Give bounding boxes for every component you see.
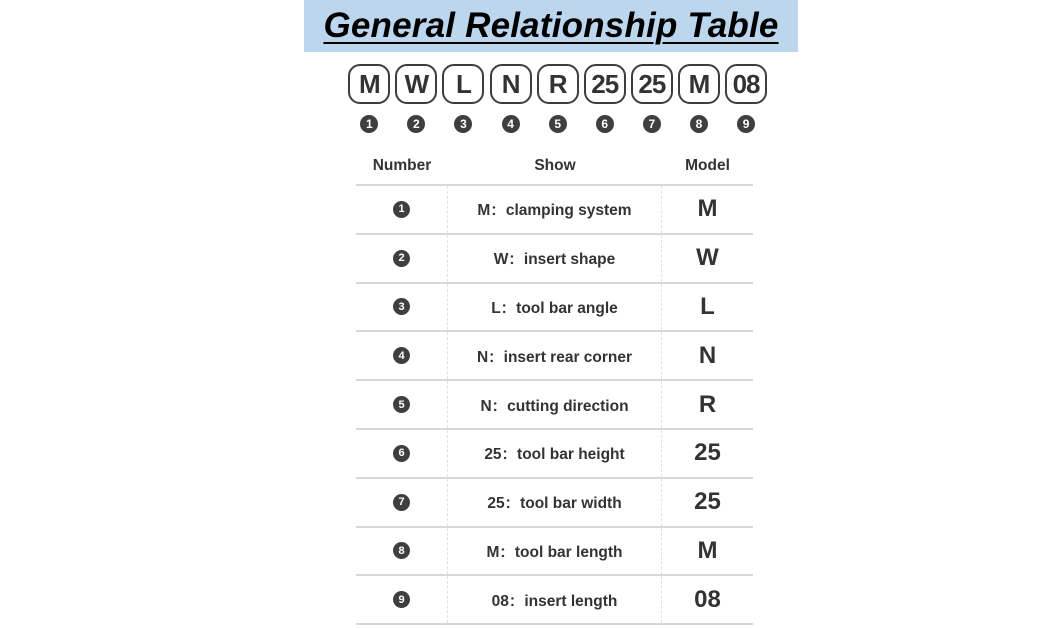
code-letter-box: M [348, 64, 390, 104]
row-show-text: 25：tool bar width [448, 479, 662, 526]
row-model-value: 25 [694, 488, 721, 516]
page-title: General Relationship Table [323, 6, 779, 45]
row-show-text: M：tool bar length [448, 528, 662, 575]
code-letter-box: 25 [584, 64, 626, 104]
row-number-badge: 2 [393, 250, 410, 267]
code-number-badge: 1 [360, 115, 378, 133]
table-row [356, 430, 753, 479]
row-number-badge: 8 [393, 542, 410, 559]
row-number-badge: 4 [393, 347, 410, 364]
code-letter-box: W [395, 64, 437, 104]
table-row [356, 332, 753, 381]
code-number-badge: 9 [737, 115, 755, 133]
table-row [356, 235, 753, 284]
row-show-text: N：insert rear corner [448, 332, 662, 379]
code-item [348, 64, 391, 133]
row-model-value: M [697, 195, 718, 223]
code-number-badge: 4 [502, 115, 520, 133]
header-show: Show [534, 157, 576, 174]
code-item [489, 64, 532, 133]
row-model-value: W [696, 244, 719, 272]
code-letter-box: N [490, 64, 532, 104]
row-number-badge: 3 [393, 298, 410, 315]
code-item [583, 64, 626, 133]
row-number-badge: 1 [393, 201, 410, 218]
code-letter-box: L [442, 64, 484, 104]
row-number-badge: 9 [393, 591, 410, 608]
row-number-badge: 6 [393, 445, 410, 462]
table-row [356, 479, 753, 528]
row-model-value: R [698, 390, 717, 418]
code-letter-box: R [537, 64, 579, 104]
title-banner [304, 0, 798, 52]
table-row [356, 186, 753, 235]
row-model-value: L [700, 292, 715, 320]
row-model-value: 25 [694, 439, 721, 467]
table-row [356, 284, 753, 333]
code-item [442, 64, 485, 133]
header-number: Number [372, 157, 432, 174]
row-show-text: 25：tool bar height [448, 430, 662, 477]
code-number-badge: 3 [454, 115, 472, 133]
row-show-text: M：clamping system [448, 186, 662, 233]
row-number-badge: 5 [393, 396, 410, 413]
code-item [631, 64, 674, 133]
code-letter-box: M [678, 64, 720, 104]
table-row [356, 528, 753, 577]
relationship-table [356, 148, 753, 625]
code-number-badge: 5 [549, 115, 567, 133]
code-item [678, 64, 721, 133]
code-number-badge: 7 [643, 115, 661, 133]
table-row [356, 576, 753, 625]
row-show-text: 08：insert length [448, 576, 662, 623]
code-letter-box: 25 [631, 64, 673, 104]
row-show-text: L：tool bar angle [448, 284, 662, 331]
row-show-text: W：insert shape [448, 235, 662, 282]
code-number-badge: 8 [690, 115, 708, 133]
table-header [356, 148, 753, 186]
row-number-badge: 7 [393, 494, 410, 511]
table-row [356, 381, 753, 430]
row-model-value: 08 [694, 585, 721, 613]
code-item [536, 64, 579, 133]
row-model-value: M [697, 536, 718, 564]
row-show-text: N：cutting direction [448, 381, 662, 428]
code-number-badge: 6 [596, 115, 614, 133]
code-item [725, 64, 768, 133]
code-breakdown [348, 64, 767, 133]
code-item [395, 64, 438, 133]
row-model-value: N [698, 341, 717, 369]
code-letter-box: 08 [725, 64, 767, 104]
code-number-badge: 2 [407, 115, 425, 133]
header-model: Model [685, 157, 730, 174]
